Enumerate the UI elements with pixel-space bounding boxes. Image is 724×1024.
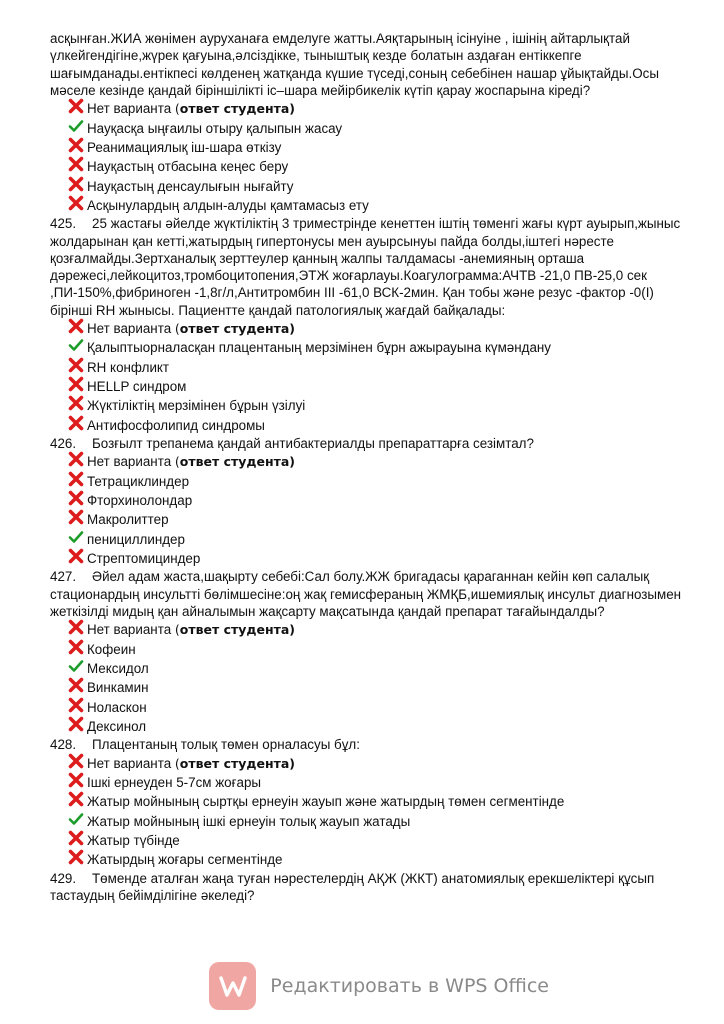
question-body: Әйел адам жаста,шақырту себебі:Сал болу.ЖЖ бригадасы қараганнан кейін көп салалық стационардың инсультті бөлімшесіне:оң жақ гемисфераның ЖМҚБ,ишемиялық инсульт диагнозымен жеткізілді мидың қан айналымын жақсарту мақсатында қандай препарат тағайындалды? bbox=[50, 569, 682, 620]
student-answer-paren: ( bbox=[174, 454, 180, 470]
answer-options-list bbox=[50, 319, 690, 435]
student-answer-label: ответ студента) bbox=[179, 321, 295, 337]
document-page bbox=[50, 30, 690, 904]
question-424-tail-text: асқынған.ЖИА жөнімен ауруханаға емделуге жатты.Аяқтарының ісінуіне , ішінің айтарлықтай үлкейгендігіне,жүрек қағуына,әлсіздікке, тыныштық кезде болатын аздаған ентіккепге шағымданады.ентікпесі көлденең жатқанда күшие түседі,соның себебінен нашар ұйықтайды.Осы мәселе кезінде қандай біріншілікті іс–шара мейірбикелік күтіп қарау жоспарына кіреді? bbox=[50, 31, 659, 98]
question-text bbox=[50, 215, 690, 319]
wrong-answer-cross-icon bbox=[68, 451, 84, 467]
answer-option-text: Антифосфолипид синдромы bbox=[87, 417, 265, 433]
answer-option-text: Науқастың денсаулығын нығайту bbox=[87, 178, 294, 194]
wrong-answer-cross-icon bbox=[68, 176, 84, 192]
answer-option bbox=[50, 530, 690, 549]
wps-logo-glyph bbox=[218, 971, 248, 1001]
answer-option bbox=[50, 831, 690, 850]
question-text bbox=[50, 568, 690, 620]
answer-option bbox=[50, 678, 690, 697]
question-body: 25 жастағы әйелде жүктіліктің 3 триместрінде кенеттен іштің төменгі жағы күрт ауырып,жыныс жолдарынан қан кетті,жатырдың гипертонусы мен ауырсынуы пайда болды,іштегі нәресте қозғалмайды.Зертханалық зерттеулер қанның жалпы талдамасы -анемияның орташа дәрежесі,лейкоцитоз,тромбоцитопения,ЭТЖ жоғарлауы.Коагулограмма:АЧТВ -21,0 ПВ-25,0 сек ,ПИ-150%,фибриноген -1,8г/л,Антитромбин III -61,0 ВСК-2мин. Қан тобы және резус -фактор -0(I) бірінші RH жынысы. Пациентте қандай патологиялық жағдай байқалады: bbox=[50, 216, 681, 318]
answer-option bbox=[50, 416, 690, 435]
answer-option bbox=[50, 196, 690, 215]
question-text bbox=[50, 435, 690, 452]
answer-option-text: Ішкі ернеуден 5-7см жоғары bbox=[87, 775, 262, 791]
student-answer-label: ответ студента) bbox=[179, 755, 295, 771]
correct-answer-check-icon bbox=[68, 811, 84, 827]
answer-option bbox=[50, 472, 690, 491]
wrong-answer-cross-icon bbox=[68, 415, 84, 431]
answer-option bbox=[50, 396, 690, 415]
answer-option bbox=[50, 452, 690, 471]
answer-option-text: Нет варианта bbox=[87, 454, 172, 470]
answer-option bbox=[50, 549, 690, 568]
wrong-answer-cross-icon bbox=[68, 639, 84, 655]
questions-list bbox=[50, 215, 690, 904]
wrong-answer-cross-icon bbox=[68, 697, 84, 713]
answer-option-text: RH конфликт bbox=[87, 359, 170, 375]
wrong-answer-cross-icon bbox=[68, 548, 84, 564]
question-block bbox=[50, 568, 690, 736]
question-number: 428. bbox=[50, 737, 77, 753]
question-block bbox=[50, 215, 690, 435]
student-answer-tag bbox=[175, 321, 295, 336]
correct-answer-check-icon bbox=[68, 337, 84, 353]
wrong-answer-cross-icon bbox=[68, 156, 84, 172]
wrong-answer-cross-icon bbox=[68, 849, 84, 865]
answer-option bbox=[50, 177, 690, 196]
question-body: Плацентаның толық төмен орналасуы бұл: bbox=[92, 737, 360, 753]
answer-option bbox=[50, 640, 690, 659]
student-answer-paren: ( bbox=[174, 101, 180, 117]
answer-option-text: Дексинол bbox=[87, 719, 147, 735]
answer-option bbox=[50, 792, 690, 811]
student-answer-label: ответ студента) bbox=[179, 622, 295, 638]
student-answer-label: ответ студента) bbox=[179, 101, 295, 117]
wrong-answer-cross-icon bbox=[68, 137, 84, 153]
answer-option-text: Винкамин bbox=[87, 680, 149, 696]
answer-option bbox=[50, 754, 690, 773]
student-answer-tag bbox=[175, 454, 295, 469]
student-answer-paren: ( bbox=[174, 622, 180, 638]
answer-option-text: Жатыр мойнының сыртқы ернеуін жауып және жатырдың төмен сегментінде bbox=[87, 794, 565, 810]
answer-options-list bbox=[50, 620, 690, 736]
question-block bbox=[50, 870, 690, 905]
answer-option-text: Жатыр түбінде bbox=[87, 833, 180, 849]
question-number: 429. bbox=[50, 870, 77, 886]
wrong-answer-cross-icon bbox=[68, 791, 84, 807]
answer-option bbox=[50, 773, 690, 792]
student-answer-paren: ( bbox=[174, 321, 180, 337]
answer-options-list bbox=[50, 99, 690, 215]
wps-logo-icon[interactable] bbox=[209, 962, 256, 1010]
answer-option bbox=[50, 138, 690, 157]
answer-option-text: HELLP синдром bbox=[87, 379, 187, 395]
wrong-answer-cross-icon bbox=[68, 772, 84, 788]
answer-option-text: Жатыр мойнының ішкі ернеуін толық жауып жатады bbox=[87, 813, 411, 829]
answer-option bbox=[50, 717, 690, 736]
answer-option-text: Тетрациклиндер bbox=[87, 473, 190, 489]
answer-option-text: Нет варианта bbox=[87, 622, 172, 638]
answer-option-text: Науқасқа ыңғаилы отыру қалыпын жасау bbox=[87, 120, 343, 136]
student-answer-label: ответ студента) bbox=[179, 454, 295, 470]
question-block bbox=[50, 435, 690, 568]
answer-option-text: Жатырдың жоғары сегментінде bbox=[87, 852, 283, 868]
wrong-answer-cross-icon bbox=[68, 619, 84, 635]
answer-option-text: Нет варианта bbox=[87, 755, 172, 771]
answer-option bbox=[50, 620, 690, 639]
answer-option bbox=[50, 157, 690, 176]
wrong-answer-cross-icon bbox=[68, 376, 84, 392]
answer-option bbox=[50, 491, 690, 510]
question-number: 427. bbox=[50, 569, 77, 585]
wrong-answer-cross-icon bbox=[68, 830, 84, 846]
answer-options-list bbox=[50, 452, 690, 568]
wrong-answer-cross-icon bbox=[68, 98, 84, 114]
wrong-answer-cross-icon bbox=[68, 395, 84, 411]
wrong-answer-cross-icon bbox=[68, 753, 84, 769]
wrong-answer-cross-icon bbox=[68, 490, 84, 506]
wrong-answer-cross-icon bbox=[68, 471, 84, 487]
answer-option-text: Нет варианта bbox=[87, 101, 172, 117]
wrong-answer-cross-icon bbox=[68, 318, 84, 334]
correct-answer-check-icon bbox=[68, 118, 84, 134]
answer-option-text: Фторхинолондар bbox=[87, 493, 193, 509]
answer-option-text: Реанимациялық іш-шара өткізу bbox=[87, 139, 282, 155]
question-text bbox=[50, 736, 690, 753]
answer-option-text: Кофеин bbox=[87, 641, 136, 657]
wrong-answer-cross-icon bbox=[68, 716, 84, 732]
student-answer-tag bbox=[175, 101, 295, 116]
answer-option-text: Мексидол bbox=[87, 661, 149, 677]
wrong-answer-cross-icon bbox=[68, 195, 84, 211]
question-number: 426. bbox=[50, 436, 77, 452]
question-text bbox=[50, 870, 690, 905]
answer-option bbox=[50, 319, 690, 338]
question-body: Төменде аталған жаңа туған нәрестелердің АҚЖ (ЖКТ) анатомиялық ерекшеліктері құсып тастаудың бейімділігіне әкеледі? bbox=[50, 870, 655, 904]
student-answer-tag bbox=[175, 756, 295, 771]
answer-option-text: Макролиттер bbox=[87, 512, 169, 528]
wrong-answer-cross-icon bbox=[68, 357, 84, 373]
answer-option bbox=[50, 99, 690, 118]
answer-option bbox=[50, 659, 690, 678]
question-block bbox=[50, 736, 690, 869]
student-answer-paren: ( bbox=[174, 755, 180, 771]
question-body: Бозғылт трепанема қандай антибактериалды препараттарға сезімтал? bbox=[92, 436, 534, 452]
wrong-answer-cross-icon bbox=[68, 509, 84, 525]
answer-option bbox=[50, 377, 690, 396]
correct-answer-check-icon bbox=[68, 529, 84, 545]
answer-options-list bbox=[50, 754, 690, 870]
answer-option-text: Науқастың отбасына кеңес беру bbox=[87, 159, 289, 175]
answer-option-text: Стрептомициндер bbox=[87, 551, 201, 567]
answer-option bbox=[50, 338, 690, 357]
wrong-answer-cross-icon bbox=[68, 677, 84, 693]
answer-option-text: пенициллиндер bbox=[87, 531, 185, 547]
answer-option bbox=[50, 698, 690, 717]
answer-option bbox=[50, 812, 690, 831]
wps-edit-link[interactable]: Редактировать в WPS Office bbox=[270, 975, 549, 997]
answer-option-text: Жүктіліктің мерзімінен бұрын үзілуі bbox=[87, 398, 306, 414]
answer-option-text: Асқынулардың алдын-алуды қамтамасыз ету bbox=[87, 197, 369, 213]
answer-option-text: Нет варианта bbox=[87, 321, 172, 337]
answer-option-text: Қалыптыорналасқан плацентаның мерзімінен бұрн ажырауына күмәндану bbox=[87, 340, 551, 356]
wps-edit-banner[interactable] bbox=[209, 962, 549, 1010]
answer-option bbox=[50, 510, 690, 529]
question-number: 425. bbox=[50, 216, 77, 232]
answer-option bbox=[50, 850, 690, 869]
answer-option-text: Ноласкон bbox=[87, 699, 147, 715]
answer-option bbox=[50, 358, 690, 377]
correct-answer-check-icon bbox=[68, 658, 84, 674]
student-answer-tag bbox=[175, 622, 295, 637]
answer-option bbox=[50, 119, 690, 138]
